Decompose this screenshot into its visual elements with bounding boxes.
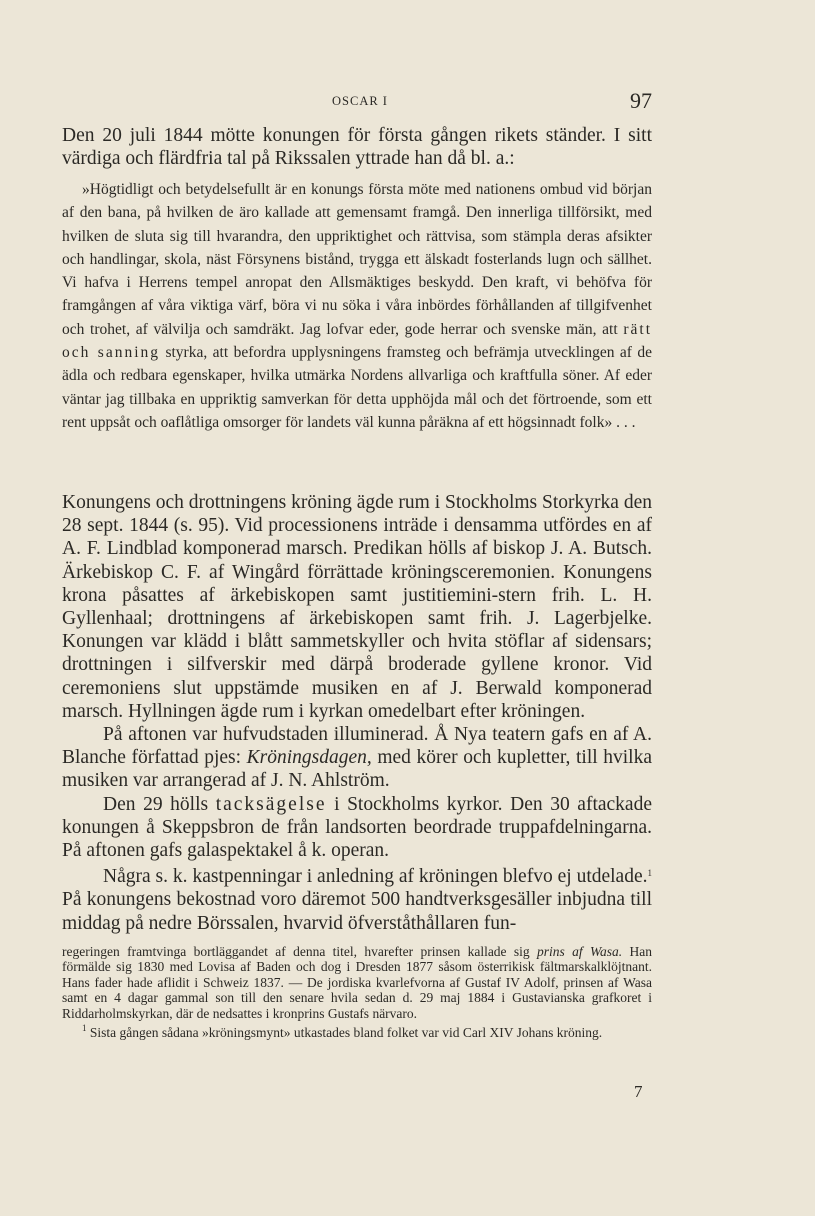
running-head: OSCAR I [332, 94, 388, 108]
quote-text: »Högtidligt och betydelsefullt är en konungs första möte med nationens ombud vid början af den bana, på hvilken de äro kallade att gemensamt framgå. Den innerliga tillförsikt, med hvilken de sluta sig till hvarandra, den uppriktighet och rättvisa, som stämpla deras afsikter och handlingar, skola, näst Försynens bistånd, trygga ett älskadt fosterlands lugn och sällhet. Vi hafva i Herrens tempel anropat den Allsmäktiges beskydd. Den kraft, vi behöfva för framgången af våra viktiga värf, böra vi nu söka i våra inbördes förhållanden af tillgifvenhet och trohet, af välvilja och samdräkt. Jag lofvar eder, gode herrar och svenske män, att [62, 181, 652, 338]
footnote-1 [62, 1021, 652, 1040]
body-text [62, 491, 652, 935]
paragraph-thanksgiving [62, 793, 652, 863]
footnote-text: Han förmälde sig 1830 med Lovisa af Baden och dog i Dresden 1877 såsom österrikisk fältmarskalklöjtnant. Hans fader hade aflidit i Schweiz 1837. — De jordiska kvarlefvorna af Gustaf IV Adolf, prinsen af Wasa samt en 4 dagar gammal son till den senare hvila sedan d. 29 maj 1884 i Gustavianska grafkoret i Riddarholmskyrkan, där de nedsattes i kronprins Gustafs närvaro. [62, 944, 652, 1021]
paragraph-text: På konungens bekostnad voro däremot 500 handtverksgesäller inbjudna till middag på nedre Börssalen, hvarvid öfverståthållaren fun- [62, 889, 652, 934]
footnote-text: regeringen framtvinga bortläggandet af denna titel, hvarefter prinsen kallade sig [62, 944, 530, 959]
paragraph-text: i Stockholms kyrkor. Den 30 aftackade konungen å Skeppsbron de från landsorten beordrade truppafdelningarna. På aftonen gafs galaspektakel å k. operan. [62, 793, 652, 862]
emphasis-word: tacksägelse [215, 793, 327, 815]
signature-mark: 7 [634, 1082, 643, 1101]
play-title: Kröningsdagen, [246, 747, 372, 769]
paragraph-text: På aftonen var hufvudstaden illuminerad. Å Nya teatern gafs en af A. Blanche författad pjes: [62, 724, 652, 769]
page-number: 97 [630, 88, 652, 113]
footnote-marker: 1 [82, 1023, 87, 1034]
intro-paragraph: Den 20 juli 1844 mötte konungen för första gången rikets ständer. I sitt värdiga och flärdfria tal på Rikssalen yttrade han då bl. a.: [62, 125, 652, 169]
footnote-ref: 1 [647, 868, 652, 879]
intro-paragraph-block [62, 124, 652, 170]
paragraph-illumination [62, 723, 652, 793]
speech-quote [62, 178, 652, 434]
footnotes [62, 944, 652, 1040]
quote-emphasis: rätt och sanning [62, 320, 653, 362]
footnote-title: prins af Wasa. [537, 944, 623, 959]
speech-quote-block [62, 178, 652, 434]
quote-text-rest: styrka, att befordra upplysningens framsteg och befrämja utvecklingen af de ädla och redbara egenskaper, hvilka utmärka Nordens allvarliga och kraftfulla söner. Af eder väntar jag tillbaka en uppriktig samverkan för detta upphöjda mål och det förtroende, som ett rent uppsåt och oaflåtliga omsorger för landets väl kunna påräkna af ett högsinnadt folk» . . . [62, 344, 652, 431]
paragraph-coronation: Konungens och drottningens kröning ägde rum i Stockholms Storkyrka den 28 sept. 1844 (s. 95). Vid processionens inträde i densamma utfördes en af A. F. Lindblad komponerad marsch. Predikan hölls af biskop J. A. Butsch. Ärkebiskop C. F. af Wingård förrättade kröningsceremonien. Konungens krona påsattes af ärkebiskopen samt justitiemini-stern frih. L. H. Gyllenhaal; drottningens af ärkebiskopen samt frih. J. Lagerbjelke. Konungen var klädd i blått sammetskyller och hvita stöflar af sidensars; drottningen i silfverskir med därpå broderade gyllene kronor. Vid ceremoniens slut uppstämde musiken en af J. Berwald komponerad marsch. Hyllningen ägde rum i kyrkan omedelbart efter kröningen. [62, 492, 652, 722]
footnote-text: Sista gången sådana »kröningsmynt» utkastades bland folket var vid Carl XIV Johans kröning. [89, 1025, 603, 1041]
paragraph-text: Den 29 hölls [103, 793, 209, 815]
paragraph-coins [62, 862, 652, 935]
footnote-continued [62, 944, 652, 1021]
paragraph-text: Några s. k. kastpenningar i anledning af kröningen blefvo ej utdelade. [103, 866, 648, 888]
paragraph-text: med körer och kupletter, till hvilka musiken var arrangerad af J. N. Ahlström. [62, 747, 652, 792]
page-header [62, 88, 652, 118]
